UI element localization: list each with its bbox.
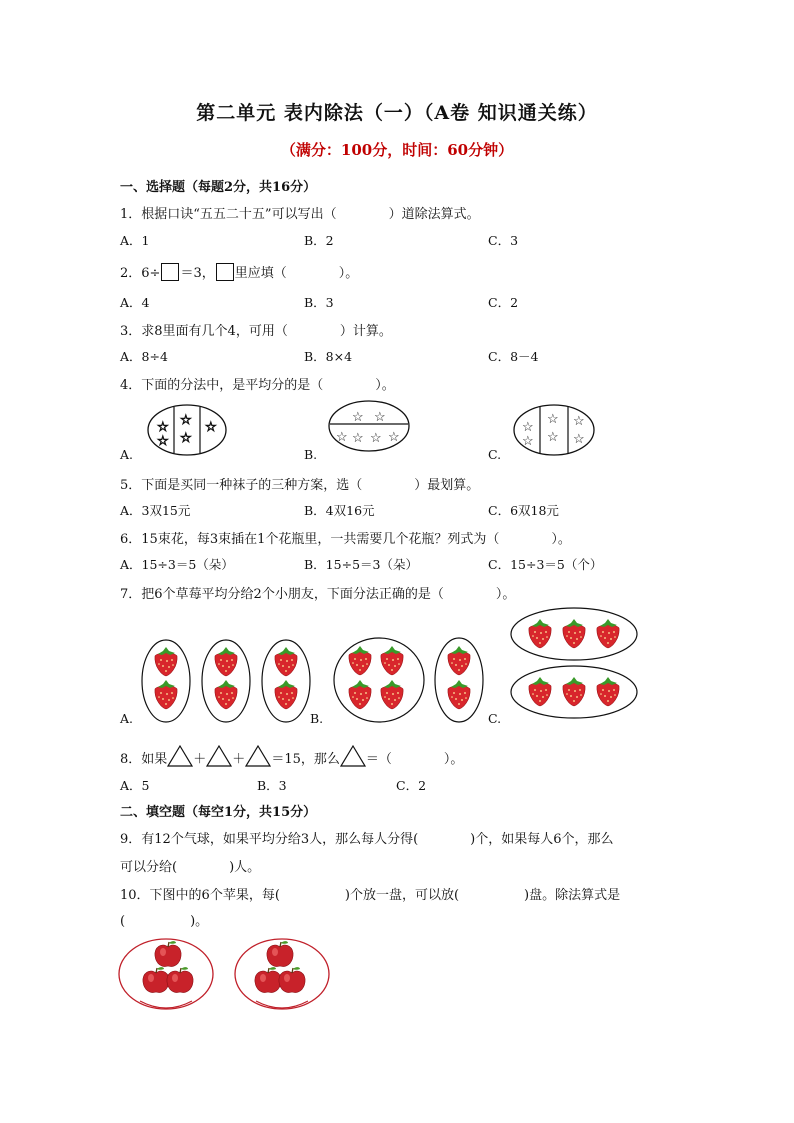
star-icon: ☆	[180, 431, 192, 446]
plate-1	[119, 939, 213, 1009]
strawberry-icon	[597, 619, 619, 648]
q8-prefix: 8．如果	[120, 752, 168, 767]
star-icon: ☆	[522, 420, 534, 435]
page-subtitle: （满分：100分，时间：60分钟）	[280, 141, 514, 159]
apple-icon	[143, 967, 169, 992]
apple-icon	[267, 941, 293, 966]
strawberry-icon	[529, 677, 551, 706]
q6-option-a[interactable]: A．15÷3＝5（朵）	[120, 557, 234, 572]
q1-option-c[interactable]: C．3	[488, 233, 519, 248]
q6-option-c[interactable]: C．15÷3＝5（个）	[488, 557, 603, 572]
star-icon: ☆	[547, 412, 559, 427]
q8-equals: ＝15，那么	[271, 752, 340, 767]
q10-apple-plates	[118, 935, 338, 1015]
q4-option-a[interactable]: A.	[120, 447, 134, 462]
star-icon: ☆	[352, 431, 364, 446]
section-choice-heading: 一、选择题（每题2分，共16分）	[120, 180, 317, 195]
strawberry-icon	[155, 680, 177, 709]
q2-suffix: 里应填（ ）。	[234, 266, 359, 281]
q5-option-b[interactable]: B．4双16元	[304, 503, 375, 518]
star-icon: ☆	[522, 434, 534, 449]
star-icon: ☆	[573, 432, 585, 447]
question-9-line-1: 9．有12个气球，如果平均分给3人，那么每人分得( )个，如果每人6个，那么	[120, 832, 614, 847]
page-title: 第二单元 表内除法（一）（A卷 知识通关练）	[196, 102, 598, 124]
star-icon: ☆	[157, 434, 169, 449]
star-icon: ☆	[205, 420, 217, 435]
strawberry-icon	[597, 677, 619, 706]
question-10-line-1: 10．下图中的6个苹果，每( )个放一盘，可以放( )盘。除法算式是	[120, 888, 621, 903]
q1-option-b[interactable]: B．2	[304, 233, 334, 248]
q2-option-b[interactable]: B．3	[304, 295, 334, 310]
q7-option-b[interactable]: B.	[310, 711, 324, 726]
star-icon: ☆	[352, 410, 364, 425]
strawberry-icon	[563, 619, 585, 648]
section-fill-heading: 二、填空题（每空1分，共15分）	[120, 805, 317, 820]
star-icon: ☆	[157, 420, 169, 435]
question-10-line-2: ( )。	[120, 914, 209, 929]
q2-option-c[interactable]: C．2	[488, 295, 519, 310]
q2-middle: ＝3，	[180, 266, 215, 281]
q5-option-c[interactable]: C．6双18元	[488, 503, 559, 518]
strawberry-icon	[448, 680, 470, 709]
plate-2	[235, 939, 329, 1009]
triangle-icon	[206, 745, 232, 767]
triangle-icon	[340, 745, 366, 767]
star-icon: ☆	[573, 414, 585, 429]
strawberry-icon	[349, 646, 371, 675]
strawberry-icon	[275, 647, 297, 676]
star-icon: ☆	[388, 430, 400, 445]
q8-option-a[interactable]: A．5	[120, 778, 150, 793]
strawberry-icon	[381, 680, 403, 709]
q1-option-a[interactable]: A．1	[120, 233, 150, 248]
question-5: 5．下面是买同一种袜子的三种方案，选（ ）最划算。	[120, 478, 480, 493]
star-icon: ☆	[180, 413, 192, 428]
star-icon: ☆	[336, 430, 348, 445]
question-4: 4．下面的分法中，是平均分的是（ ）。	[120, 378, 395, 393]
star-icon: ☆	[547, 430, 559, 445]
apple-icon	[167, 967, 193, 992]
q4-option-c[interactable]: C.	[488, 447, 502, 462]
q5-option-a[interactable]: A．3双15元	[120, 503, 191, 518]
q8-plus: ＋	[193, 752, 207, 767]
q8-option-b[interactable]: B．3	[257, 778, 287, 793]
q6-option-b[interactable]: B．15÷5＝3（朵）	[304, 557, 418, 572]
strawberry-icon	[563, 677, 585, 706]
q7-option-c[interactable]: C.	[488, 711, 502, 726]
q8-option-c[interactable]: C．2	[396, 778, 427, 793]
apple-icon	[255, 967, 281, 992]
q3-option-b[interactable]: B．8×4	[304, 349, 353, 364]
question-6: 6．15束花，每3束插在1个花瓶里，一共需要几个花瓶？列式为（ ）。	[120, 532, 571, 547]
q3-option-c[interactable]: C．8－4	[488, 349, 539, 364]
question-1: 1．根据口诀“五五二十五”可以写出（ ）道除法算式。	[120, 207, 480, 222]
question-8	[120, 745, 463, 767]
triangle-icon	[245, 745, 271, 767]
strawberry-icon	[155, 647, 177, 676]
strawberry-group-oval	[334, 638, 424, 722]
q8-plus: ＋	[232, 752, 246, 767]
q8-suffix: ＝（ ）。	[365, 752, 464, 767]
apple-icon	[155, 941, 181, 966]
strawberry-icon	[381, 646, 403, 675]
apple-icon	[279, 967, 305, 992]
strawberry-icon	[215, 647, 237, 676]
q3-option-a[interactable]: A．8÷4	[120, 349, 168, 364]
strawberry-icon	[529, 619, 551, 648]
question-9-line-2: 可以分给( )人。	[120, 860, 261, 875]
question-7: 7．把6个草莓平均分给2个小朋友，下面分法正确的是（ ）。	[120, 587, 516, 602]
strawberry-icon	[448, 646, 470, 675]
q4-option-b[interactable]: B.	[304, 447, 318, 462]
q2-option-a[interactable]: A．4	[120, 295, 150, 310]
q7-option-a[interactable]: A.	[120, 711, 134, 726]
strawberry-icon	[275, 680, 297, 709]
strawberry-icon	[349, 680, 371, 709]
star-icon: ☆	[374, 410, 386, 425]
q2-prefix: 2．6÷	[120, 266, 161, 281]
question-3: 3．求8里面有几个4，可用（ ）计算。	[120, 324, 392, 339]
strawberry-icon	[215, 680, 237, 709]
triangle-icon	[167, 745, 193, 767]
star-icon: ☆	[370, 431, 382, 446]
